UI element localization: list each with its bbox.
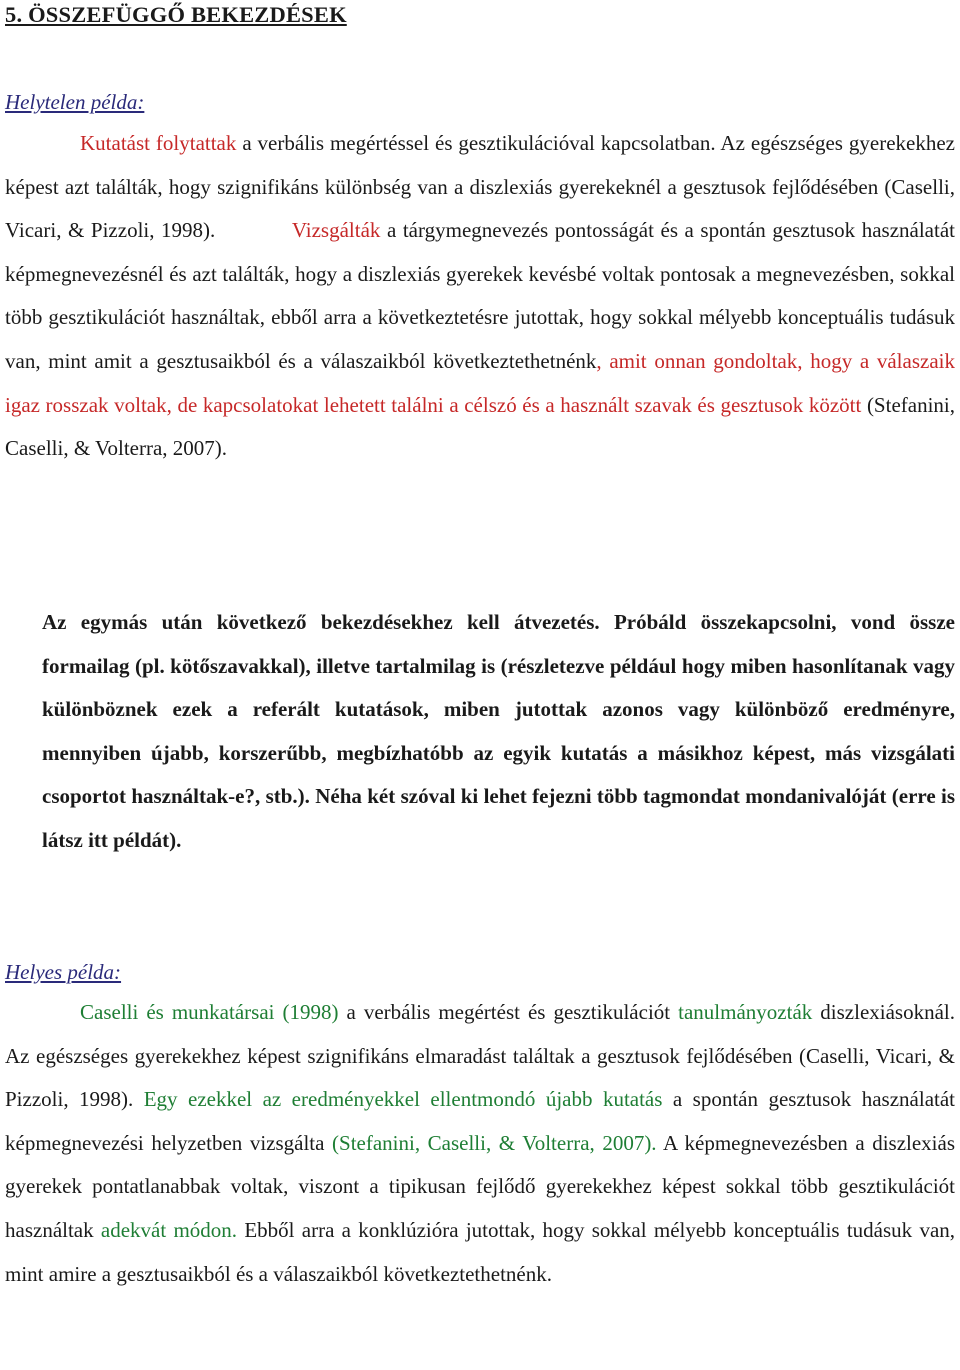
instruction-note: Az egymás után következő bekezdésekhez kell átvezetés. Próbáld összekapcsolni, vond össze formailag (pl. kötőszavakkal), illetve tartalmilag is (részletezve például hogy miben hasonlítanak vagy különböznek ezek a referált kutatások, miben jutottak azonos vagy különböző eredményre, mennyiben újabb, korszerűbb, megbízhatóbb az egyik kutatás a másikhoz képest, más vizsgálati csoportot használtak-e?, stb.). Néha két szóval ki lehet fejezni több tagmondat mondanivalóját (erre is látsz itt példát).: [42, 610, 955, 852]
highlight-red-text: , amit onnan gondoltak, hogy a válaszaik igaz rosszak voltak, de kapcsolatokat lehetett találni a célszó és a használt szavak és gesztusok között: [5, 348, 955, 417]
body-text: a spontán gesztusok használatát képmegnevezési helyzetben vizsgálta: [5, 1087, 955, 1155]
body-text: (Stefanini, Caselli, & Volterra, 2007).: [5, 392, 956, 461]
body-text: a tárgymegnevezés pontosságát és a spontán gesztusok használatát képmegnevezésnél és azt találták, hogy a diszlexiás gyerekek kevésbé voltak pontosak a megnevezésben, sokkal több gesztikulációt használtak, ebből arra a következtetésre jutottak, hogy sokkal mélyebb konceptuális tudásuk van, mint amit a gesztusaikból és a válaszaikból következtethetnénk: [5, 218, 955, 373]
good-example-paragraph: [5, 991, 955, 1296]
body-text: diszlexiásoknál. Az egészséges gyerekekhez képest szignifikáns elmaradást találtak a gesztusok fejlődésében (Caselli, Vicari, & Pizzoli, 1998).: [5, 1000, 955, 1112]
body-text: A képmegnevezésben a diszlexiás gyerekek pontatlanabbak voltak, viszont a tipikusan fejlődő gyerekekhez képest sokkal több gesztikulációt használtak: [5, 1130, 955, 1242]
bad-example-label: Helytelen példa:: [5, 90, 145, 114]
highlight-green-text: tanulmányozták: [678, 1000, 813, 1024]
body-text: Ebből arra a konklúzióra jutottak, hogy sokkal mélyebb konceptuális tudásuk van, mint amire a gesztusaikból és a válaszaikból következtethetnénk.: [5, 1217, 956, 1286]
highlight-green-text: (Stefanini, Caselli, & Volterra, 2007).: [332, 1130, 657, 1155]
highlight-green-text: Caselli és munkatársai (1998): [80, 1000, 339, 1024]
good-example-label: Helyes példa:: [5, 960, 122, 984]
highlight-green-text: adekvát módon.: [100, 1217, 238, 1242]
highlight-green-text: Egy ezekkel az eredményekkel ellentmondó újabb kutatás: [143, 1087, 663, 1112]
highlight-red-text: Kutatást folytattak: [80, 131, 237, 155]
body-text: a verbális megértést és gesztikulációt: [338, 1000, 679, 1024]
highlight-red-text: Vizsgálták: [291, 218, 381, 243]
bad-example-paragraph: [5, 122, 955, 471]
section-title: 5. ÖSSZEFÜGGŐ BEKEZDÉSEK: [5, 2, 347, 27]
body-text: a verbális megértéssel és gesztikulációval kapcsolatban. Az egészséges gyerekekhez képest azt találták, hogy szignifikáns különbség van a diszlexiás gyerekeknél a gesztusok fejlődésében (Caselli, Vicari, & Pizzoli, 1998).: [5, 131, 955, 243]
